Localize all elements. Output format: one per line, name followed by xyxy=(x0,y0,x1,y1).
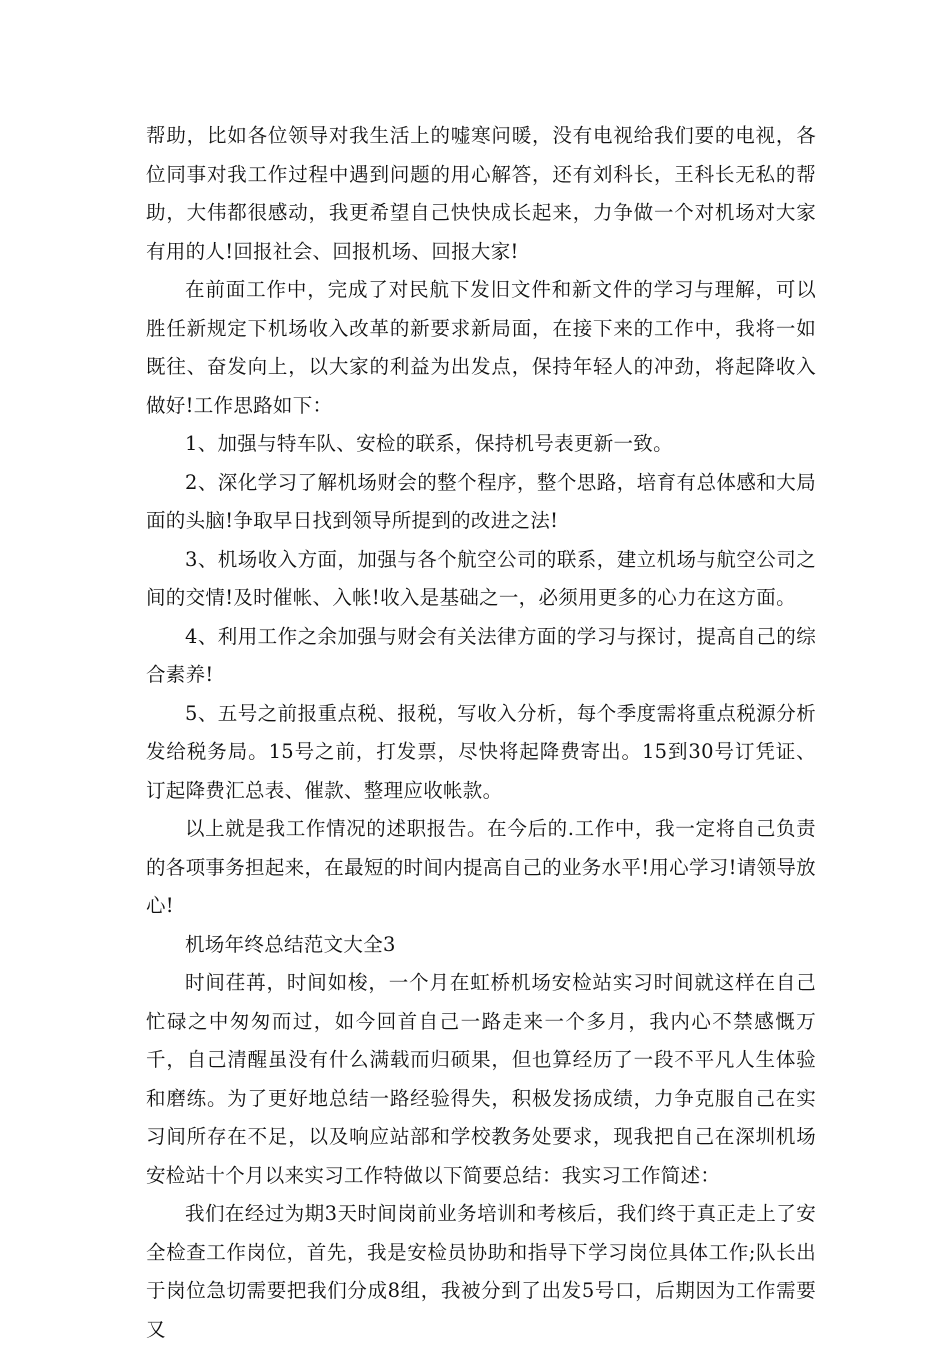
paragraph-1: 帮助，比如各位领导对我生活上的嘘寒问暖，没有电视给我们要的电视，各位同事对我工作过程中遇到问题的用心解答，还有刘科长，王科长无私的帮助，大伟都很感动，我更希望自己快快成长起来，力争做一个对机场对大家有用的人!回报社会、回报机场、回报大家! xyxy=(146,124,816,263)
paragraph-intro-3: 时间荏苒，时间如梭，一个月在虹桥机场安检站实习时间就这样在自己忙碌之中匆匆而过，如今回首自己一路走来一个多月，我内心不禁感慨万千，自己清醒虽没有什么满载而归硕果，但也算经历了一段不平凡人生体验和磨练。为了更好地总结一路经验得失，积极发扬成绩，力争克服自己在实习间所存在不足，以及响应站部和学校教务处要求，现我把自己在深圳机场安检站十个月以来实习工作特做以下简要总结：我实习工作简述： xyxy=(146,971,816,1187)
list-item-2: 2、深化学习了解机场财会的整个程序，整个思路，培育有总体感和大局面的头脑!争取早日找到领导所提到的改进之法! xyxy=(146,470,816,532)
list-item-5: 5、五号之前报重点税、报税，写收入分析，每个季度需将重点税源分析发给税务局。15号之前，打发票，尽快将起降费寄出。15到30号订凭证、订起降费汇总表、催款、整理应收帐款。 xyxy=(146,701,816,802)
document-body xyxy=(146,117,816,1349)
paragraph-work-3: 我们在经过为期3天时间岗前业务培训和考核后，我们终于真正走上了安全检查工作岗位，首先，我是安检员协助和指导下学习岗位具体工作;队长出于岗位急切需要把我们分成8组，我被分到了出发5号口，后期因为工作需要又 xyxy=(146,1202,816,1341)
paragraph-2: 在前面工作中，完成了对民航下发旧文件和新文件的学习与理解，可以胜任新规定下机场收入改革的新要求新局面，在接下来的工作中，我将一如既往、奋发向上，以大家的利益为出发点，保持年轻人的冲劲，将起降收入做好!工作思路如下： xyxy=(146,278,816,417)
list-item-3: 3、机场收入方面，加强与各个航空公司的联系，建立机场与航空公司之间的交情!及时催帐、入帐!收入是基础之一，必须用更多的心力在这方面。 xyxy=(146,547,816,609)
list-item-4: 4、利用工作之余加强与财会有关法律方面的学习与探讨，提高自己的综合素养! xyxy=(146,624,816,686)
section-heading: 机场年终总结范文大全3 xyxy=(185,932,396,956)
list-item-1: 1、加强与特车队、安检的联系，保持机号表更新一致。 xyxy=(185,432,673,455)
closing-paragraph: 以上就是我工作情况的述职报告。在今后的.工作中，我一定将自己负责的各项事务担起来，在最短的时间内提高自己的业务水平!用心学习!请领导放心! xyxy=(146,817,816,917)
